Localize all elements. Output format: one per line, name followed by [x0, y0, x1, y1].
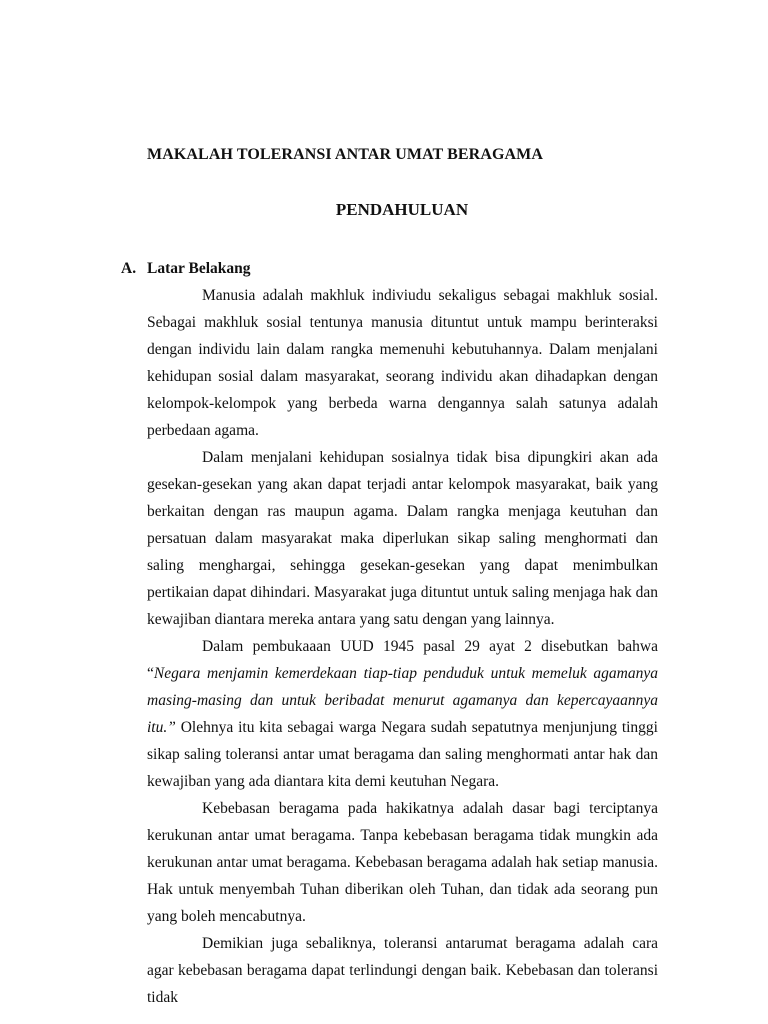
subsection-heading	[121, 260, 251, 278]
subsection-label: Latar Belakang	[147, 260, 251, 277]
paragraph-3	[147, 633, 658, 795]
paragraph-3-lead: Dalam pembukaaan UUD 1945 pasal 29 ayat 2 disebutkan bahwa “	[147, 638, 658, 682]
paragraph-3-rest: Olehnya itu kita sebagai warga Negara sudah sepatutnya menjunjung tinggi sikap saling toleransi antar umat beragama dan saling menghormati antar hak dan kewajiban yang ada diantara kita demi keutuhan Negara.	[147, 719, 658, 790]
document-title: MAKALAH TOLERANSI ANTAR UMAT BERAGAMA	[147, 146, 544, 163]
constitution-quote: Negara menjamin kemerdekaan tiap-tiap penduduk untuk memeluk agamanya masing-masing dan untuk beribadat menurut agamanya dan kepercayaannya itu.”	[147, 665, 658, 736]
paragraph-5: Demikian juga sebaliknya, toleransi antarumat beragama adalah cara agar kebebasan beragama dapat terlindungi dengan baik. Kebebasan dan toleransi tidak	[147, 935, 658, 1006]
paragraph-1: Manusia adalah makhluk indiviudu sekaligus sebagai makhluk sosial. Sebagai makhluk sosial tentunya manusia dituntut untuk mampu berinteraksi dengan individu lain dalam rangka memenuhi kebutuhannya. Dalam menjalani kehidupan sosial dalam masyarakat, seorang individu akan dihadapkan dengan kelompok-kelompok yang berbeda warna dengannya salah satunya adalah perbedaan agama.	[147, 287, 658, 439]
section-title: PENDAHULUAN	[335, 200, 469, 219]
paragraph-4: Kebebasan beragama pada hakikatnya adalah dasar bagi terciptanya kerukunan antar umat beragama. Tanpa kebebasan beragama tidak mungkin ada kerukunan antar umat beragama. Kebebasan beragama adalah hak setiap manusia. Hak untuk menyembah Tuhan diberikan oleh Tuhan, dan tidak ada seorang pun yang boleh mencabutnya.	[147, 800, 658, 925]
body-text	[147, 282, 658, 1011]
paragraph-2: Dalam menjalani kehidupan sosialnya tidak bisa dipungkiri akan ada gesekan-gesekan yang akan dapat terjadi antar kelompok masyarakat, baik yang berkaitan dengan ras maupun agama. Dalam rangka menjaga keutuhan dan persatuan dalam masyarakat maka diperlukan sikap saling menghormati dan saling menghargai, sehingga gesekan-gesekan yang dapat menimbulkan pertikaian dapat dihindari. Masyarakat juga dituntut untuk saling menjaga hak dan kewajiban diantara mereka antara yang satu dengan yang lainnya.	[147, 449, 658, 628]
subsection-marker: A.	[121, 260, 137, 277]
